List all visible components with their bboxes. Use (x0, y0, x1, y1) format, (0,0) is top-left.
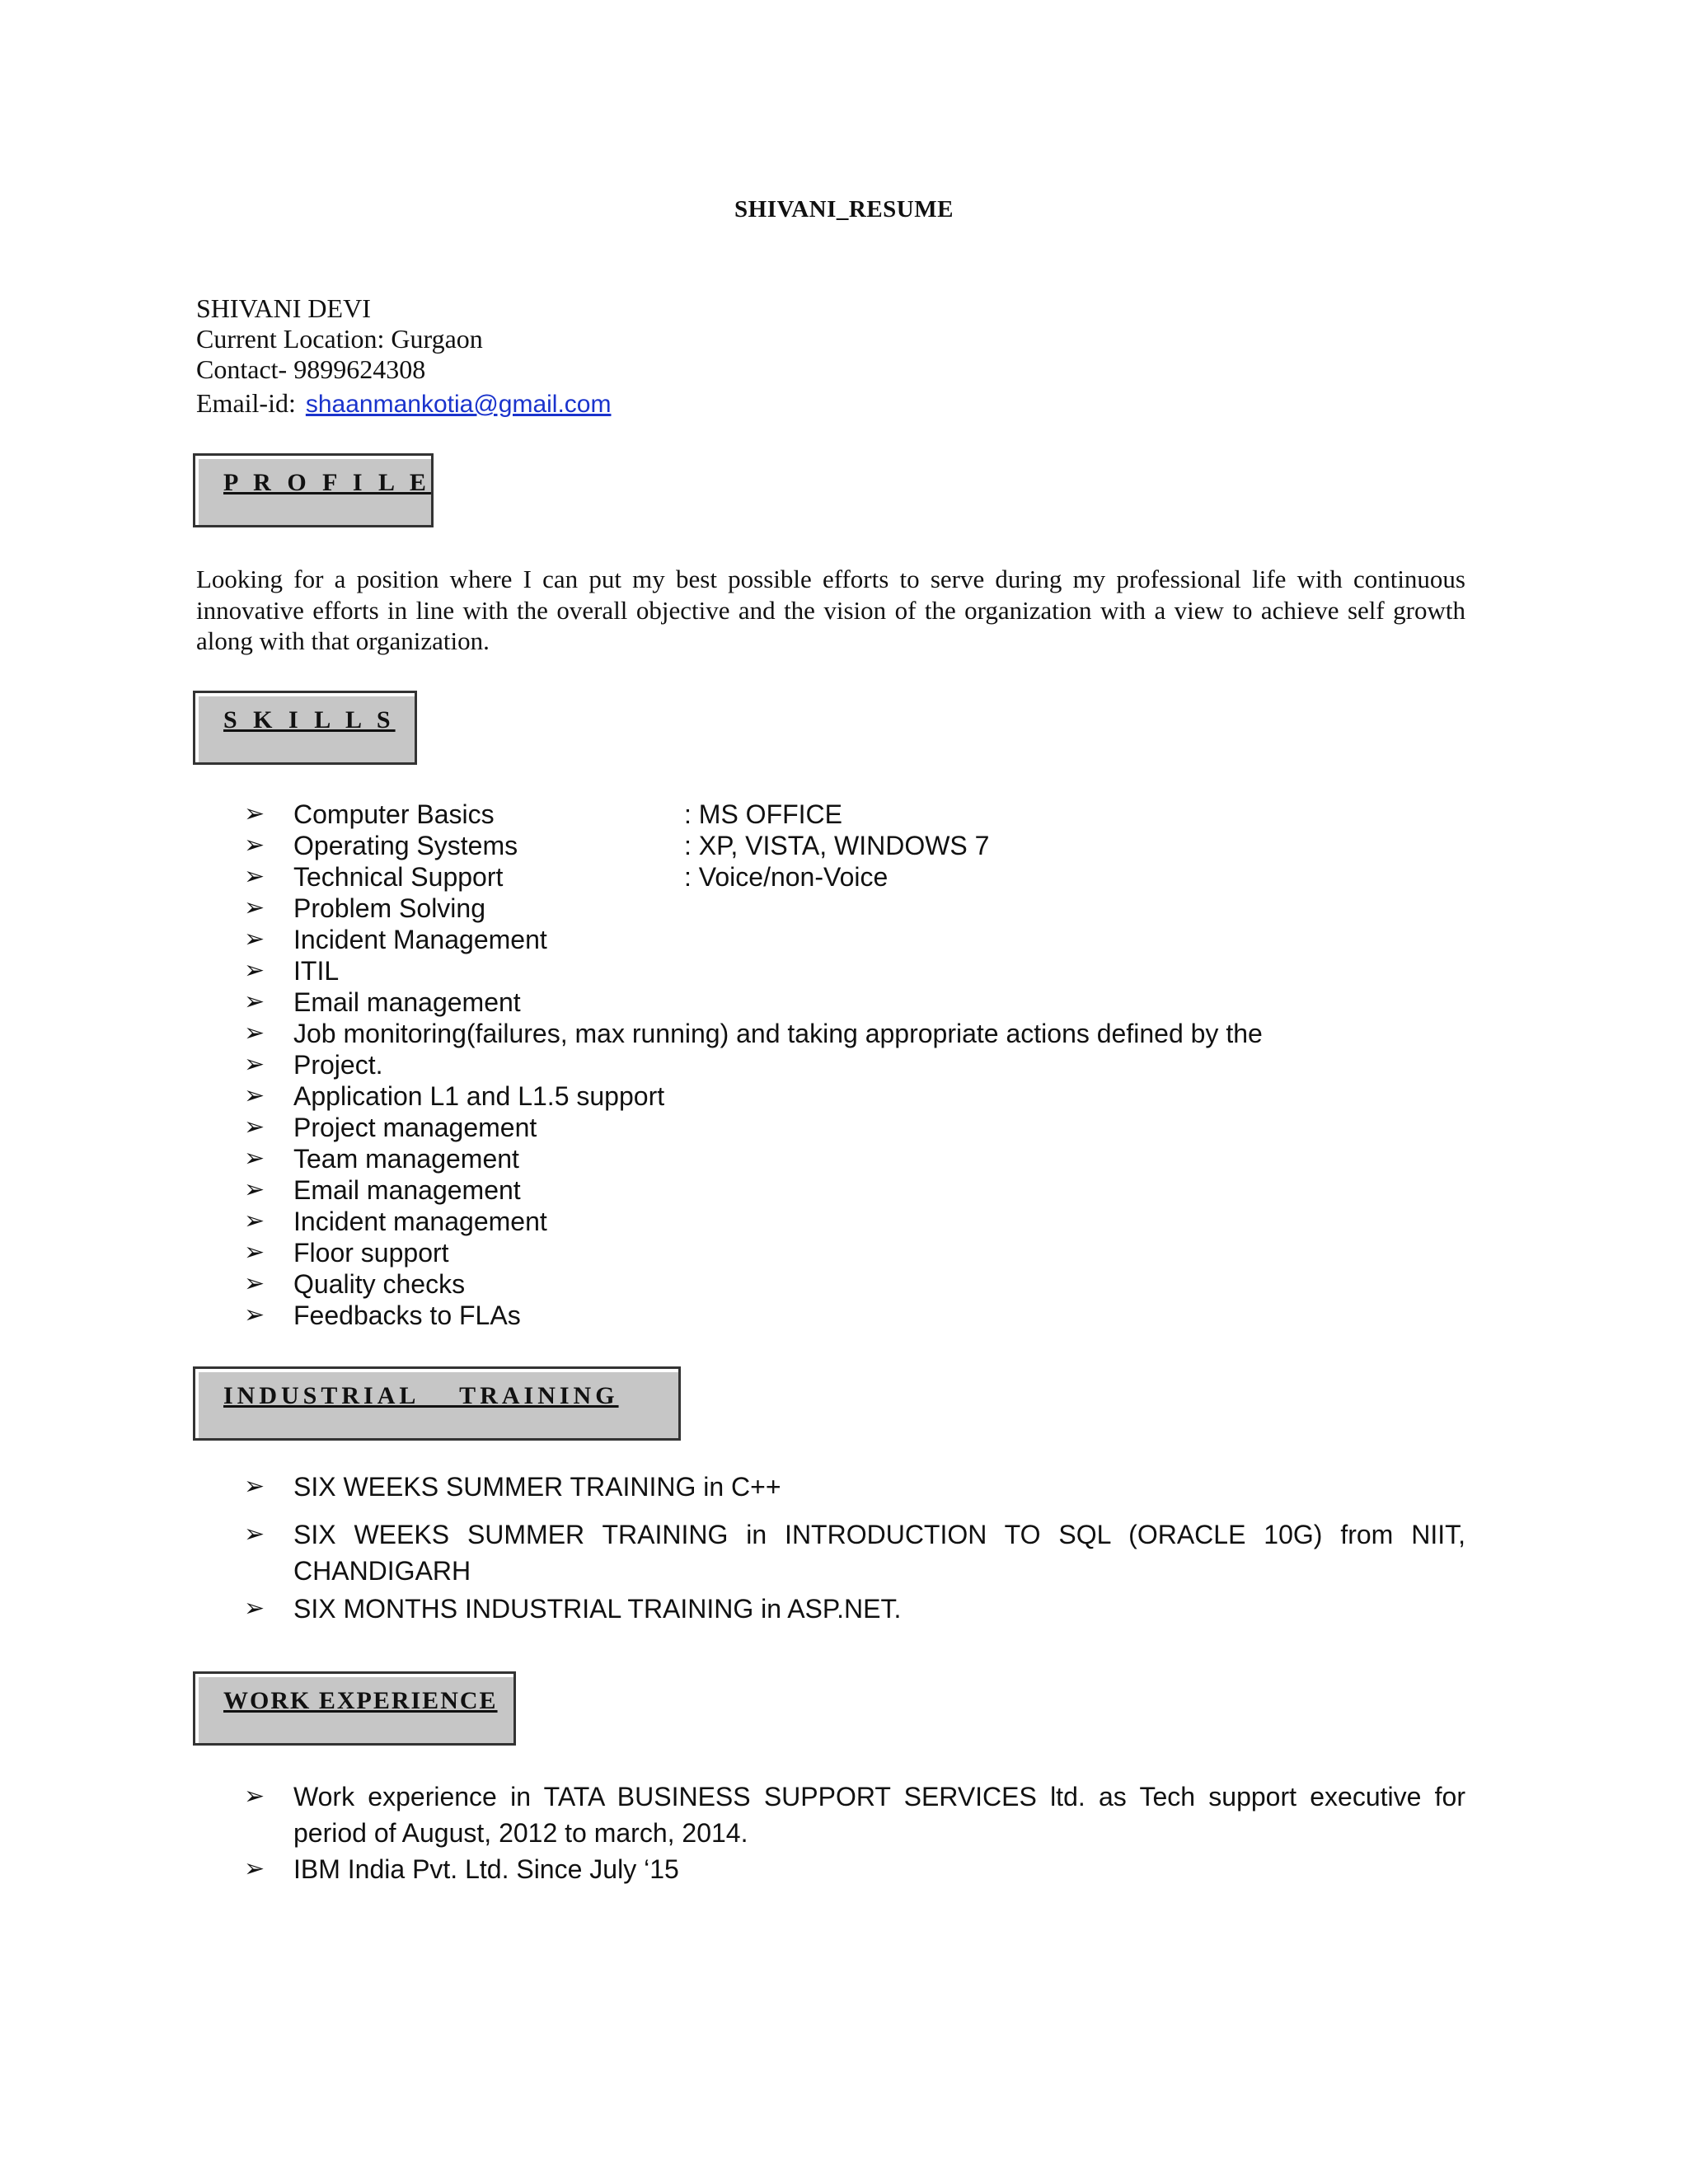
skill-item (0, 1018, 1263, 1049)
arrow-bullet-icon: ➢ (244, 1783, 265, 1810)
training-text: SIX WEEKS SUMMER TRAINING in INTRODUCTION TO SQL (ORACLE 10G) from NIIT, CHANDIGARH (293, 1520, 1465, 1586)
skill-label: Computer Basics (293, 799, 495, 829)
training-text: SIX MONTHS INDUSTRIAL TRAINING in ASP.NET. (293, 1594, 902, 1624)
skill-item (0, 1268, 1263, 1300)
skill-item (0, 893, 1263, 924)
skill-item (0, 987, 1263, 1018)
section-title-skills: S K I L L S (223, 706, 396, 733)
arrow-bullet-icon: ➢ (244, 800, 265, 827)
experience-item (0, 1851, 1465, 1887)
email-row (196, 388, 611, 419)
arrow-bullet-icon: ➢ (244, 863, 265, 890)
section-title-experience: WORK EXPERIENCE (223, 1687, 498, 1714)
arrow-bullet-icon: ➢ (244, 1176, 265, 1203)
contact-phone: Contact- 9899624308 (196, 354, 426, 384)
arrow-bullet-icon: ➢ (244, 1473, 265, 1500)
skill-value: : XP, VISTA, WINDOWS 7 (684, 831, 990, 860)
training-item (0, 1591, 1465, 1627)
arrow-bullet-icon: ➢ (244, 1239, 265, 1266)
skill-label: Floor support (293, 1238, 449, 1268)
skill-label: Email management (293, 1175, 521, 1205)
skill-label: ITIL (293, 956, 340, 986)
arrow-bullet-icon: ➢ (244, 1521, 265, 1548)
skill-label: Feedbacks to FLAs (293, 1301, 521, 1330)
skills-list (0, 799, 1263, 1331)
section-header-profile (193, 453, 434, 527)
section-header-training (193, 1366, 681, 1441)
email-label: Email-id: (196, 388, 296, 418)
skill-label: Technical Support (293, 862, 504, 892)
skill-label: Project. (293, 1050, 383, 1080)
training-item (0, 1516, 1465, 1589)
skill-item (0, 1112, 1263, 1143)
email-link[interactable]: shaanmankotia@gmail.com (305, 391, 612, 418)
experience-text: IBM India Pvt. Ltd. Since July ‘15 (293, 1854, 679, 1884)
training-item (0, 1469, 1465, 1505)
skill-label: Project management (293, 1113, 537, 1142)
arrow-bullet-icon: ➢ (244, 1051, 265, 1078)
skill-item (0, 799, 1263, 830)
training-list (0, 1469, 1465, 1627)
skill-item (0, 830, 1263, 861)
arrow-bullet-icon: ➢ (244, 1301, 265, 1329)
arrow-bullet-icon: ➢ (244, 926, 265, 953)
skill-value: : Voice/non-Voice (684, 862, 889, 892)
skill-item (0, 861, 1263, 893)
skill-label: Problem Solving (293, 893, 485, 923)
skill-label: Application L1 and L1.5 support (293, 1081, 665, 1111)
skill-label: Job monitoring(failures, max running) and taking appropriate actions defined by the (293, 1019, 1263, 1048)
arrow-bullet-icon: ➢ (244, 1595, 265, 1622)
skill-label: Operating Systems (293, 831, 518, 860)
arrow-bullet-icon: ➢ (244, 1082, 265, 1109)
skill-item (0, 1206, 1263, 1237)
skill-item (0, 1049, 1263, 1080)
section-title-training: INDUSTRIAL TRAINING (223, 1382, 619, 1409)
arrow-bullet-icon: ➢ (244, 988, 265, 1015)
skill-label: Team management (293, 1144, 519, 1174)
arrow-bullet-icon: ➢ (244, 1019, 265, 1047)
skill-item (0, 955, 1263, 987)
arrow-bullet-icon: ➢ (244, 1270, 265, 1297)
skill-label: Incident Management (293, 925, 547, 954)
current-location: Current Location: Gurgaon (196, 324, 483, 354)
skill-item (0, 1143, 1263, 1174)
arrow-bullet-icon: ➢ (244, 1855, 265, 1882)
experience-text: Work experience in TATA BUSINESS SUPPORT SERVICES ltd. as Tech support executive for period of August, 2012 to march, 2014. (293, 1782, 1465, 1848)
skill-item (0, 1080, 1263, 1112)
arrow-bullet-icon: ➢ (244, 832, 265, 859)
skill-label: Email management (293, 987, 521, 1017)
profile-text: Looking for a position where I can put my best possible efforts to serve during my professional life with continuous innovative efforts in line with the overall objective and the vision of the organization with a view to achieve self growth along with that organization. (196, 565, 1465, 655)
arrow-bullet-icon: ➢ (244, 1113, 265, 1141)
arrow-bullet-icon: ➢ (244, 1145, 265, 1172)
contact-block (196, 293, 611, 419)
skill-item (0, 924, 1263, 955)
arrow-bullet-icon: ➢ (244, 894, 265, 921)
section-header-experience (193, 1671, 516, 1746)
experience-list (0, 1779, 1465, 1887)
skill-value: : MS OFFICE (684, 799, 842, 829)
skill-item (0, 1237, 1263, 1268)
skill-item (0, 1300, 1263, 1331)
experience-item (0, 1779, 1465, 1851)
section-header-skills (193, 691, 417, 765)
candidate-name: SHIVANI DEVI (196, 293, 371, 323)
section-title-profile: P R O F I L E (223, 469, 431, 496)
skill-label: Incident management (293, 1207, 547, 1236)
training-text: SIX WEEKS SUMMER TRAINING in C++ (293, 1472, 781, 1502)
skill-item (0, 1174, 1263, 1206)
arrow-bullet-icon: ➢ (244, 1207, 265, 1235)
arrow-bullet-icon: ➢ (244, 957, 265, 984)
page-title: SHIVANI_RESUME (734, 196, 954, 223)
skill-label: Quality checks (293, 1269, 466, 1299)
